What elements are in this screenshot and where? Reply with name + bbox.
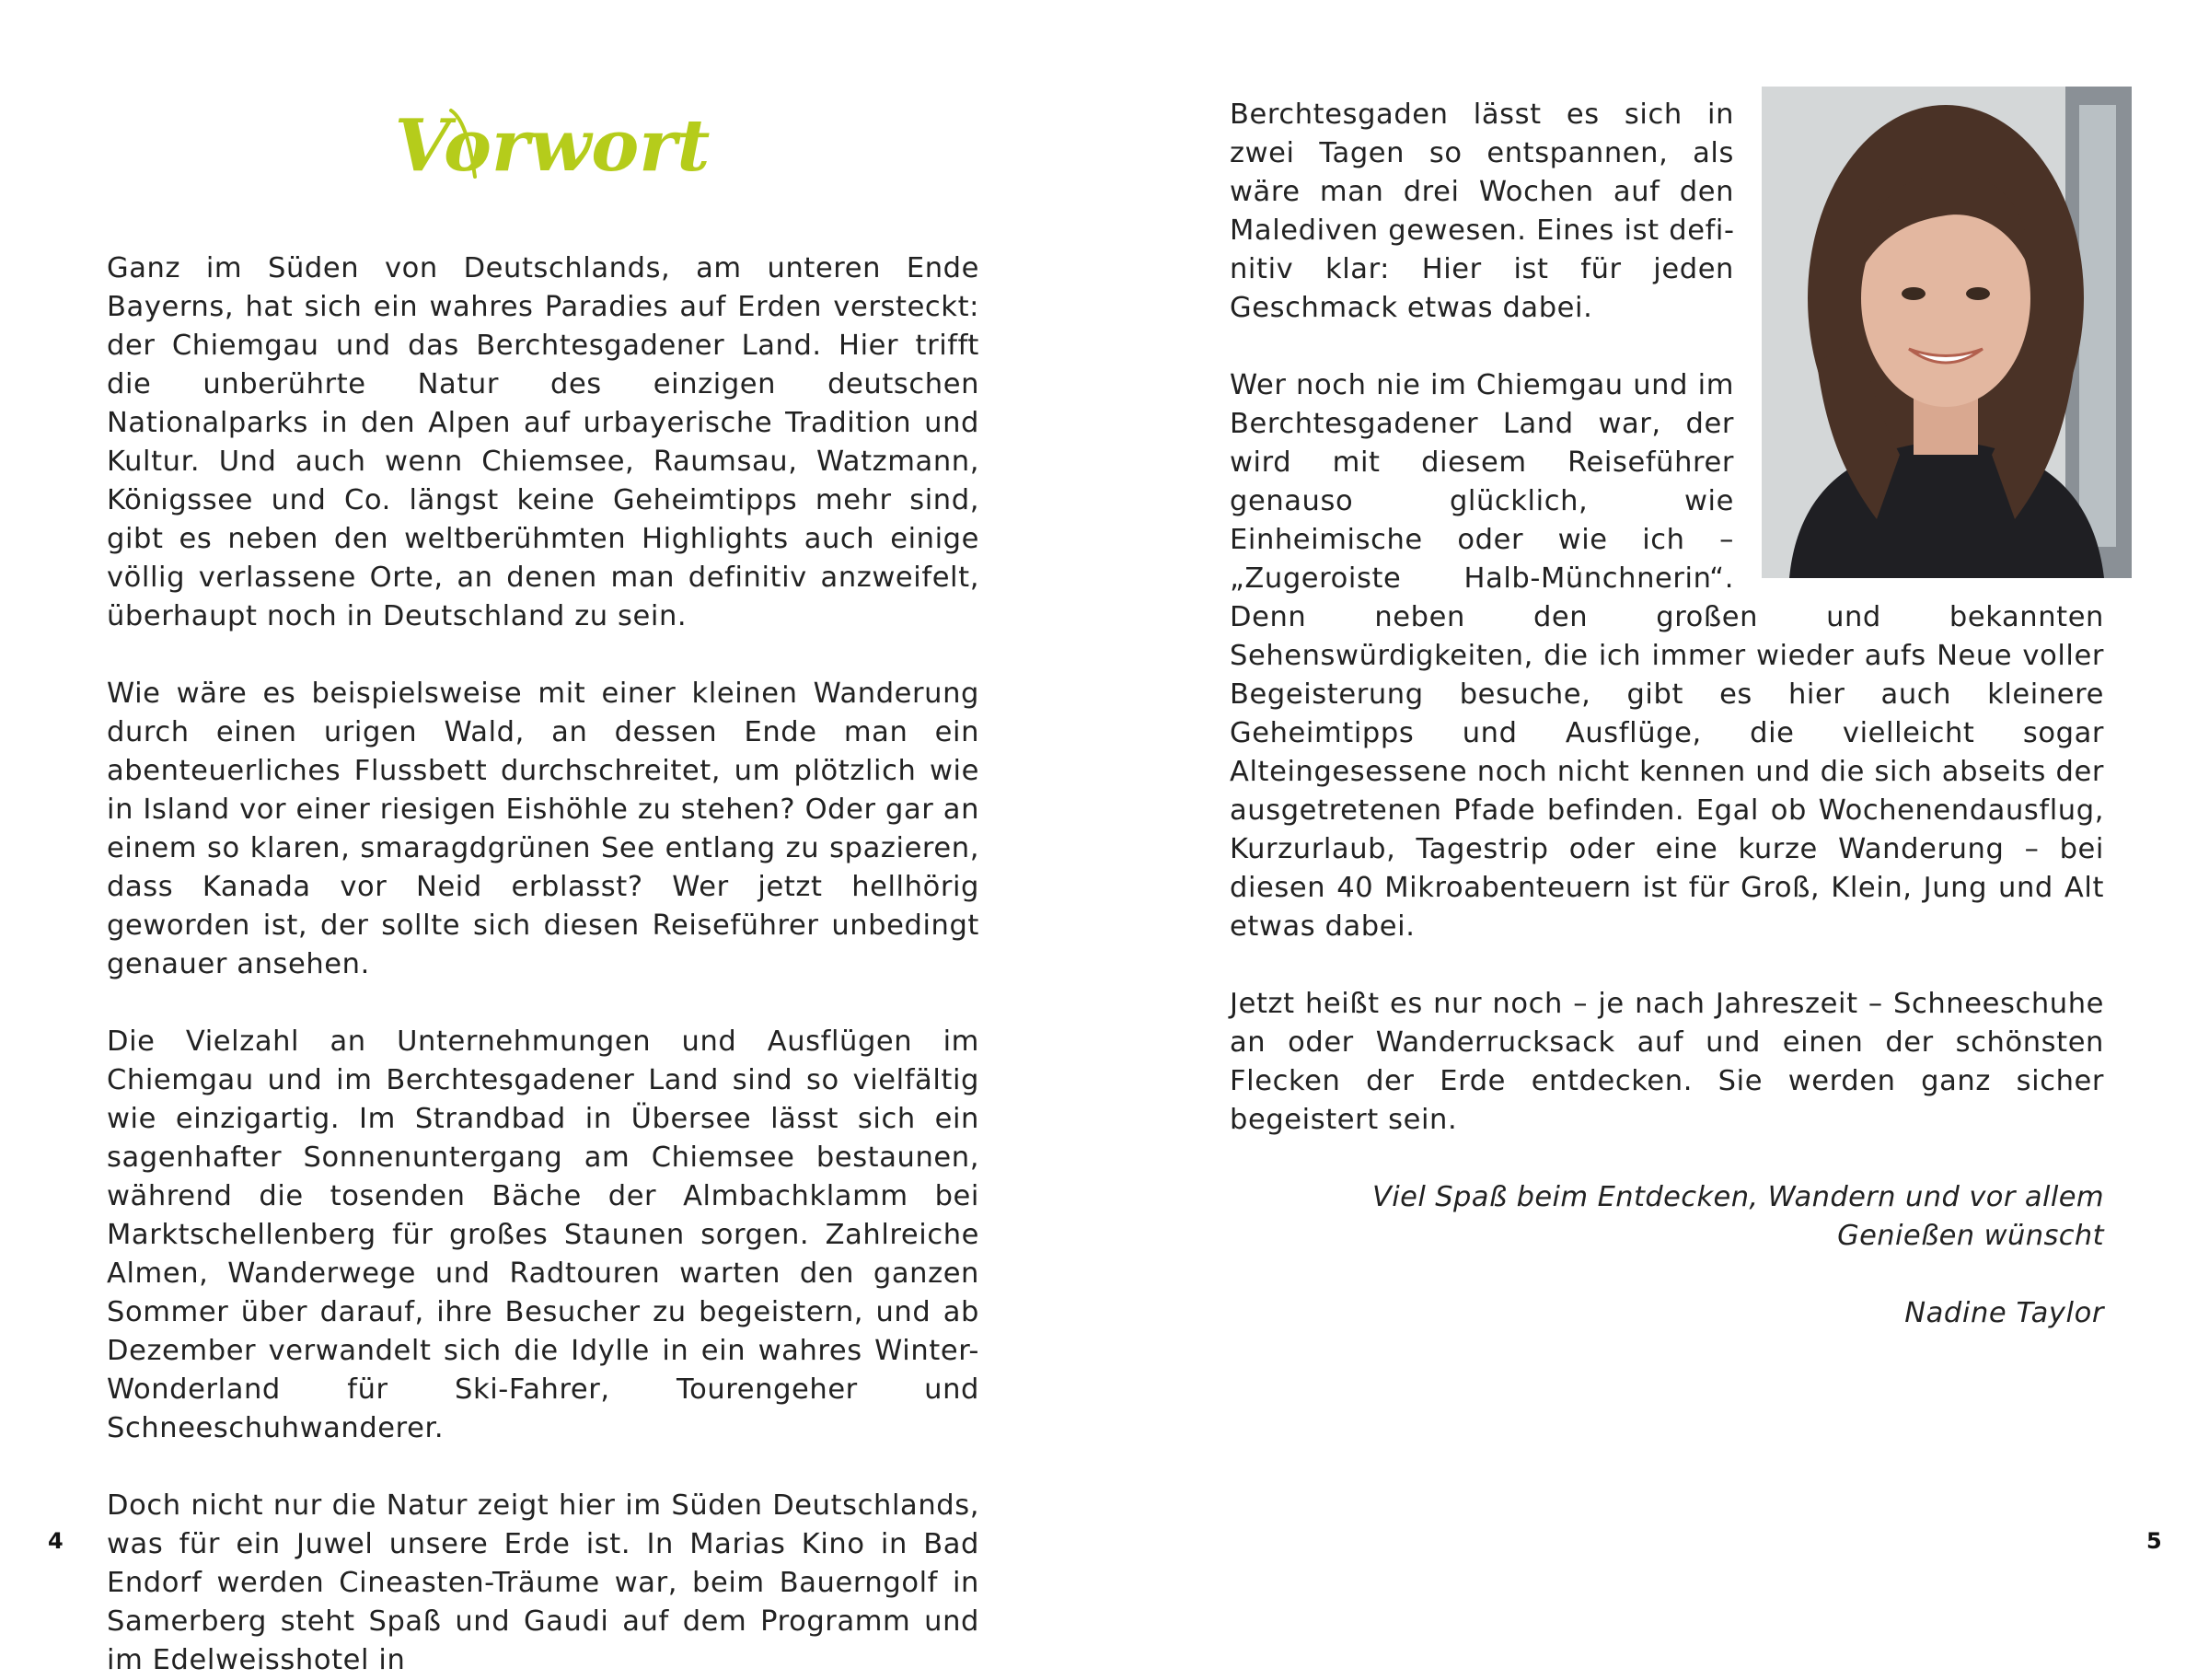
paragraph: Die Vielzahl an Unternehmungen und Ausflügen im Chiemgau und im Berchtesgadener Land sind so vielfältig wie einzigartig. Im Strandbad in Übersee lässt sich ein sagenhafter Sonnenuntergang am Chiemsee bestaunen, während die tosenden Bäche der Almbachklamm bei Marktschellenberg für großes Staunen sorgen. Zahlreiche Almen, Wanderwege und Radtouren warten den ganzen Sommer über darauf, ihre Besucher zu begeistern, und ab Dezember verwandelt sich die Idylle in ein wahres Winter-Wonderland für Ski-Fahrer, Tourengeher und Schneeschuhwanderer. [107,1025,979,1444]
page-number: 5 [2146,1528,2162,1554]
paragraph: Wer noch nie im Chiemgau und im Berchtesgadener Land war, der wird mit diesem Reiseführer genauso glücklich, wie Einheimische oder wie ich – „Zugeroiste Halb-Münchnerin“. Denn neben den großen und bekannten Sehenswürdigkeiten, die ich immer wieder aufs Neue voller Begeisterung besuche, gibt es hier auch kleinere Geheimtipps und Ausflüge, die vielleicht sogar Alteingesessene noch nicht kennen und die sich abseits der ausgetretenen Pfade befinden. Egal ob Wochenendausflug, Kurzurlaub, Tagestrip oder eine kurze Wanderung – bei diesen 40 Mikroabenteuern ist für Groß, Klein, Jung und Alt etwas dabei. [1230,369,2104,943]
paragraph: Ganz im Süden von Deutschlands, am unteren Ende Bayerns, hat sich ein wahres Paradies auf Erden versteckt: der Chiemgau und das Berchtesgadener Land. Hier trifft die unberührte Natur des einzigen deutschen Nationalparks in den Alpen auf urbayerische Tradition und Kultur. Und auch wenn Chiemsee, Raumsau, Watzmann, Königssee und Co. längst keine Geheimtipps mehr sind, gibt es neben den weltberühmten Highlights auch einige völlig verlassene Orte, an denen man definitiv anzweifelt, überhaupt noch in Deutschland zu sein. [107,252,979,632]
page-number: 4 [48,1528,64,1554]
author-photo [1762,87,2132,578]
paragraph: Berchtesgaden lässt es sich in zwei Tagen so entspannen, als wäre man drei Wochen auf den Malediven gewesen. Eines ist definitiv klar: Hier ist für jeden Geschmack etwas dabei. [1230,98,1734,324]
left-body [107,249,979,1680]
page-title [0,74,1104,212]
paragraph: Doch nicht nur die Natur zeigt hier im Süden Deutschlands, was für ein Juwel unsere Erde ist. In Marias Kino in Bad Endorf werden Cineasten-Träume war, beim Bauerngolf in Samerberg steht Spaß und Gaudi auf dem Programm und im Edelweisshotel in [107,1489,979,1676]
paragraph: Wie wäre es beispielsweise mit einer kleinen Wanderung durch einen urigen Wald, an dessen Ende man ein abenteuerliches Flussbett durchschreitet, um plötzlich wie in Island vor einer riesigen Eishöhle zu stehen? Oder gar an einem so klaren, smaragdgrünen See entlang zu spazieren, dass Kanada vor Neid erblasst? Wer jetzt hellhörig geworden ist, der sollte sich diesen Reiseführer unbedingt genauer ansehen. [107,678,979,980]
left-page [0,0,1104,1676]
paragraph: Jetzt heißt es nur noch – je nach Jahreszeit – Schneeschuhe an oder Wanderrucksack auf und einen der schönsten Flecken der Erde entdecken. Sie werden ganz sicher begeistert sein. [1230,988,2104,1136]
title-script [394,74,711,212]
title-text: Vorwort [394,104,711,188]
signature: Nadine Taylor [1904,1297,2104,1329]
closing-line: Viel Spaß beim Entdecken, Wandern und vor allem Genießen wünscht [1372,1181,2104,1252]
right-page [1104,0,2209,1584]
right-body [1230,96,2104,1333]
